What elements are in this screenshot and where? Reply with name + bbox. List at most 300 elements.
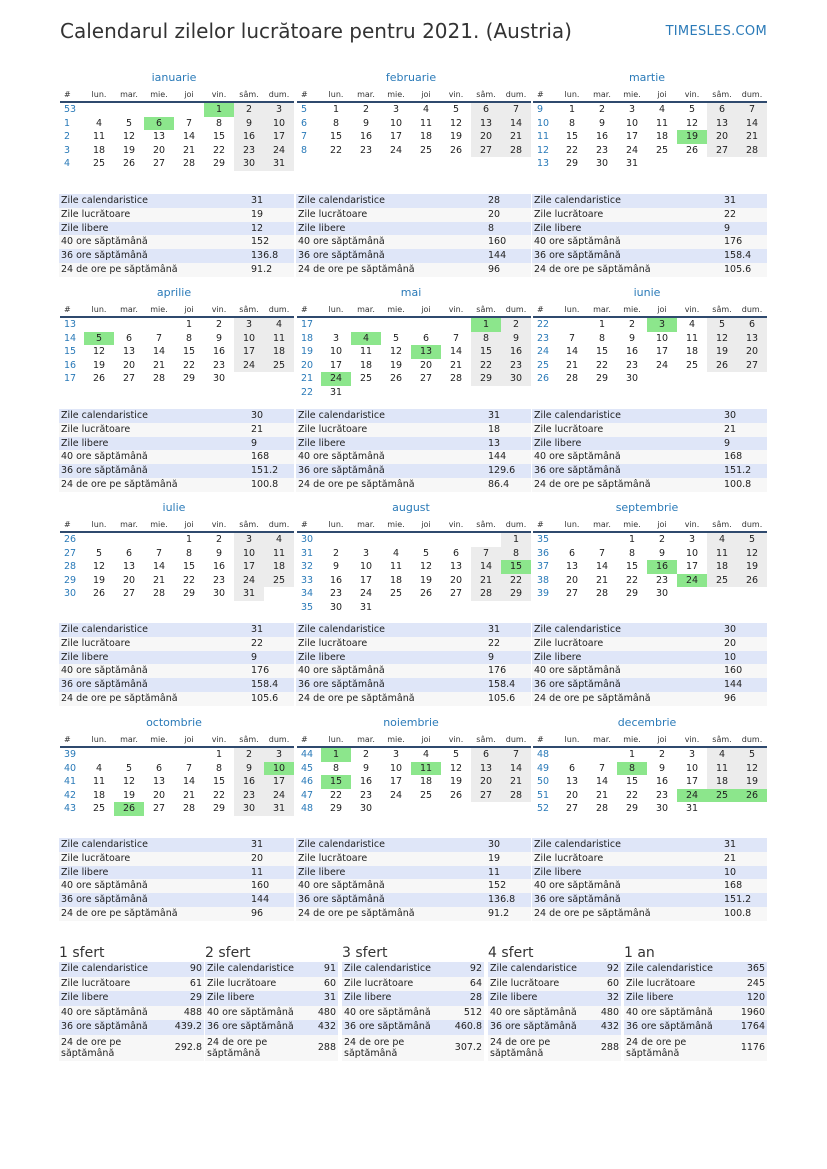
stat-row [205,977,338,992]
week-number: 44 [301,749,314,760]
stat-label: Zile calendaristice [59,623,249,637]
stat-row [532,478,767,492]
stat-row [205,991,338,1006]
holiday-day: 24 [677,789,707,803]
day-cell: 2 [215,319,223,330]
stat-value: 11 [486,866,531,880]
stat-row [342,991,484,1006]
weekday-header: lun. [564,735,580,744]
weekend-day: 29 [471,372,501,386]
week-number: 13 [537,158,550,169]
empty-cell [441,601,471,615]
day-cell: 5 [125,762,133,774]
weekend-day: 4 [707,747,737,762]
week-row [60,359,294,373]
holiday-day: 16 [647,560,677,574]
stat-row [59,263,294,277]
holiday-day: 8 [617,762,647,776]
weekday-header: sâm. [476,90,496,99]
day-cell: 14 [449,346,463,357]
day-cell: 22 [565,144,579,156]
stat-row [624,1035,767,1061]
stat-row [59,962,204,977]
day-cell: 17 [655,346,669,357]
weekend-day: 30 [234,157,264,171]
weekday-header: joi [421,305,431,314]
weekday-header: sâm. [239,305,259,314]
empty-cell [587,532,617,547]
stat-value: 21 [722,852,767,866]
stat-value: 20 [722,637,767,651]
stat-value: 92 [452,962,484,977]
weekday-header: vin. [684,735,700,744]
month-octombrie [60,715,288,816]
weekend-day: 28 [501,144,531,158]
stat-row [296,437,531,451]
stat-value: 31 [722,194,767,208]
week-number: 9 [537,104,544,115]
month-grid [533,733,767,816]
day-cell: 2 [332,547,340,559]
stat-row [296,464,531,478]
stat-value: 144 [486,450,531,464]
week-row [533,789,767,803]
stat-value: 105.6 [722,263,767,277]
stat-value: 30 [249,409,294,423]
stat-label: Zile libere [532,866,722,880]
stat-row [532,437,767,451]
stat-value: 60 [306,977,338,992]
weekend-day: 30 [234,802,264,816]
stat-row [59,194,294,208]
day-cell: 19 [419,574,433,586]
empty-cell [557,317,587,332]
week-row [60,532,294,547]
day-cell: 16 [359,776,373,787]
day-cell: 27 [565,588,579,599]
weekend-day: 7 [737,102,767,117]
weekday-header: mar. [120,735,138,744]
quarter-title: 1 an [624,945,655,961]
weekend-day: 30 [501,372,531,386]
weekend-day: 2 [501,317,531,332]
week-number: 45 [301,762,314,774]
weekend-day: 17 [264,775,294,789]
day-cell: 24 [389,789,403,801]
week-row [297,587,531,601]
week-number: 2 [64,131,71,142]
day-cell: 23 [655,574,669,586]
day-cell: 11 [685,332,699,344]
weekend-day: 14 [737,117,767,131]
day-cell: 7 [155,332,163,344]
weekend-day: 4 [707,532,737,547]
day-cell: 6 [568,762,576,774]
holiday-day: 26 [114,802,144,816]
stat-value: 61 [172,977,204,992]
empty-cell [471,532,501,547]
stat-row [59,235,294,249]
day-cell: 13 [122,561,136,572]
day-cell: 20 [565,789,579,801]
day-cell: 5 [452,749,460,760]
stat-label: 40 ore săptămână [532,235,722,249]
day-cell: 11 [359,346,373,357]
week-number: 17 [301,319,314,330]
weekday-header: mie. [623,735,641,744]
empty-cell [737,802,767,816]
week-number: 8 [301,144,308,156]
empty-cell [707,587,737,601]
empty-cell [677,587,707,601]
day-cell: 15 [182,561,196,572]
weekend-day: 5 [707,317,737,332]
empty-cell [471,601,501,615]
day-cell: 11 [92,131,106,142]
day-cell: 19 [122,789,136,801]
stat-label: 40 ore săptămână [59,450,249,464]
stat-value: 11 [249,866,294,880]
stat-value: 22 [249,637,294,651]
weekday-header: joi [184,520,194,529]
stat-value: 96 [249,907,294,921]
stat-value: 439.2 [172,1020,204,1035]
stat-row [59,1020,204,1035]
week-row [297,332,531,346]
quarter-title: 4 sfert [488,945,534,961]
week-number: 10 [537,117,550,129]
day-cell: 1 [628,534,636,545]
quarter-stats [624,962,767,1061]
stat-value: 8 [486,222,531,236]
weekday-header: sâm. [712,520,732,529]
week-number: 43 [64,803,77,814]
weekday-header: sâm. [239,90,259,99]
stat-row [296,879,531,893]
stat-row [532,852,767,866]
month-stats [59,194,294,277]
weekend-day: 22 [501,574,531,588]
day-cell: 29 [625,803,639,814]
month-grid [297,303,531,399]
stat-value: 31 [306,991,338,1006]
weekday-header: joi [184,90,194,99]
empty-cell [707,157,737,171]
weekend-day: 11 [707,762,737,776]
stat-label: 24 de ore pe săptămână [296,907,486,921]
stat-value: 151.2 [722,464,767,478]
stat-value: 91 [306,962,338,977]
stat-label: 24 de ore pe săptămână [59,692,249,706]
stat-label: Zile lucrătoare [624,977,735,992]
day-cell: 1 [628,749,636,760]
empty-cell [381,317,411,332]
stat-label: Zile lucrătoare [59,423,249,437]
week-row [60,144,294,158]
week-number: 18 [301,332,314,344]
stat-value: 307.2 [452,1035,484,1061]
holiday-day: 6 [144,117,174,131]
stat-value: 158.4 [722,249,767,263]
month-grid [297,518,531,614]
stat-label: 40 ore săptămână [532,450,722,464]
stat-label: Zile libere [532,651,722,665]
day-cell: 12 [685,117,699,129]
day-cell: 22 [595,359,609,371]
stat-row [296,637,531,651]
day-cell: 7 [568,332,576,344]
day-cell: 12 [449,117,463,129]
stat-value: 9 [722,437,767,451]
stat-value: 176 [249,664,294,678]
stat-value: 144 [249,893,294,907]
day-cell: 5 [392,332,400,344]
weekend-day: 16 [501,345,531,359]
stat-label: 24 de ore pe săptămână [342,1035,452,1061]
day-cell: 22 [625,789,639,801]
week-row [297,345,531,359]
day-cell: 28 [182,158,196,169]
month-iulie [60,500,288,601]
stat-value: 176 [722,235,767,249]
day-cell: 15 [329,131,343,142]
weekend-day: 13 [471,762,501,776]
stat-row [59,1035,204,1061]
stat-label: Zile lucrătoare [59,977,172,992]
day-cell: 28 [182,803,196,814]
stat-row [296,838,531,852]
stat-label: 24 de ore pe săptămână [296,478,486,492]
day-cell: 14 [152,561,166,572]
stat-value: 12 [249,222,294,236]
week-row [297,775,531,789]
weekday-header: # [64,520,71,529]
weekend-day: 7 [471,547,501,561]
stat-row [59,651,294,665]
day-cell: 13 [122,346,136,357]
stat-row [532,194,767,208]
day-cell: 22 [182,574,196,586]
stat-row [59,977,204,992]
day-cell: 13 [449,561,463,572]
stat-row [532,208,767,222]
stat-value: 21 [722,423,767,437]
stat-label: Zile lucrătoare [532,208,722,222]
stat-label: 24 de ore pe săptămână [296,263,486,277]
weekday-header: sâm. [712,90,732,99]
weekday-header: vin. [448,520,464,529]
weekend-day: 23 [234,144,264,158]
weekday-header: vin. [211,520,227,529]
stat-row [296,866,531,880]
stat-row [59,222,294,236]
day-cell: 14 [595,561,609,572]
stat-row [296,409,531,423]
day-cell: 30 [329,601,343,613]
week-number: 15 [64,346,77,357]
stat-label: Zile lucrătoare [205,977,306,992]
weekday-header: # [64,90,71,99]
day-cell: 1 [185,319,193,330]
stat-label: Zile lucrătoare [296,208,486,222]
stat-label: Zile calendaristice [488,962,589,977]
stat-row [59,423,294,437]
week-row [60,332,294,346]
day-cell: 25 [359,373,373,384]
stat-label: 40 ore săptămână [532,879,722,893]
weekday-header: # [537,90,544,99]
stat-label: Zile calendaristice [59,838,249,852]
site-link[interactable]: TIMESLES.COM [665,24,767,39]
stat-label: 40 ore săptămână [296,450,486,464]
day-cell: 10 [685,547,699,559]
stat-value: 28 [486,194,531,208]
stat-label: 40 ore săptămână [296,879,486,893]
day-cell: 25 [685,359,699,371]
day-cell: 23 [212,359,226,371]
stat-label: 24 de ore pe săptămână [296,692,486,706]
weekend-day: 27 [471,144,501,158]
stat-value: 9 [249,651,294,665]
stat-value: 9 [486,651,531,665]
day-cell: 10 [359,561,373,572]
day-cell: 15 [625,776,639,787]
stat-label: 36 ore săptămână [296,249,486,263]
weekend-day: 17 [234,560,264,574]
day-cell: 8 [568,117,576,129]
week-row [533,587,767,601]
stat-value: 9 [249,437,294,451]
day-cell: 25 [419,789,433,801]
day-cell: 15 [182,346,196,357]
day-cell: 3 [332,332,340,344]
stat-value: 168 [249,450,294,464]
stat-label: Zile libere [342,991,452,1006]
stat-label: Zile lucrătoare [296,423,486,437]
weekday-header: # [537,305,544,314]
week-row [297,532,531,547]
weekend-day: 24 [234,574,264,588]
weekend-day: 25 [264,574,294,588]
week-row [297,789,531,803]
stat-value: 100.8 [249,478,294,492]
weekend-day: 17 [264,130,294,144]
day-cell: 1 [598,319,606,330]
weekday-header: sâm. [476,305,496,314]
stat-row [59,249,294,263]
weekday-header: joi [657,520,667,529]
weekend-day: 3 [264,747,294,762]
stat-label: Zile libere [296,437,486,451]
weekend-day: 7 [501,747,531,762]
empty-cell [84,317,114,332]
empty-cell [114,532,144,547]
day-cell: 13 [565,776,579,787]
week-number: 53 [64,104,77,115]
day-cell: 15 [212,131,226,142]
week-number: 12 [537,144,550,156]
month-name: aprilie [156,286,192,299]
holiday-day: 11 [411,762,441,776]
day-cell: 22 [329,789,343,801]
weekend-day: 18 [707,560,737,574]
day-cell: 9 [332,561,340,572]
day-cell: 25 [655,144,669,156]
stat-row [532,866,767,880]
holiday-day: 15 [321,775,351,789]
day-cell: 27 [419,373,433,384]
weekday-header: # [64,735,71,744]
stat-value: 31 [249,194,294,208]
weekday-header: joi [657,305,667,314]
weekend-day: 28 [471,587,501,601]
stat-value: 158.4 [486,678,531,692]
day-cell: 6 [125,547,133,559]
stat-row [532,907,767,921]
weekend-day: 20 [737,345,767,359]
weekday-header: lun. [564,520,580,529]
empty-cell [587,747,617,762]
day-cell: 16 [655,776,669,787]
week-number: 30 [64,588,77,599]
empty-cell [737,587,767,601]
day-cell: 18 [655,131,669,142]
stat-row [59,437,294,451]
day-cell: 9 [628,332,636,344]
stat-row [532,637,767,651]
weekend-day: 5 [737,747,767,762]
weekday-header: dum. [505,305,527,314]
weekend-day: 6 [707,102,737,117]
weekend-day: 14 [501,762,531,776]
weekend-day: 19 [737,560,767,574]
stat-row [296,852,531,866]
stat-value: 151.2 [722,893,767,907]
day-cell: 17 [329,359,343,371]
stat-value: 22 [486,637,531,651]
stat-row [624,1006,767,1021]
month-stats [532,623,767,706]
weekend-day: 31 [234,587,264,601]
stat-label: Zile calendaristice [532,194,722,208]
weekend-day: 18 [264,345,294,359]
month-aprilie [60,285,288,386]
day-cell: 18 [389,574,403,586]
empty-cell [321,317,351,332]
holiday-day: 1 [204,102,234,117]
stat-value: 60 [589,977,621,992]
stat-label: Zile libere [296,866,486,880]
month-name: iulie [162,501,186,514]
weekday-header: vin. [684,305,700,314]
day-cell: 12 [389,346,403,357]
empty-cell [737,157,767,171]
weekday-header: # [301,520,308,529]
empty-cell [411,532,441,547]
weekday-header: joi [421,735,431,744]
day-cell: 9 [362,762,370,774]
weekday-header: mie. [387,305,405,314]
day-cell: 27 [122,588,136,599]
weekday-header: lun. [328,735,344,744]
stat-label: Zile libere [59,866,249,880]
week-number: 20 [301,359,314,371]
day-cell: 30 [595,158,609,169]
empty-cell [114,317,144,332]
week-row [60,547,294,561]
week-row [533,372,767,386]
stat-row [488,1020,621,1035]
